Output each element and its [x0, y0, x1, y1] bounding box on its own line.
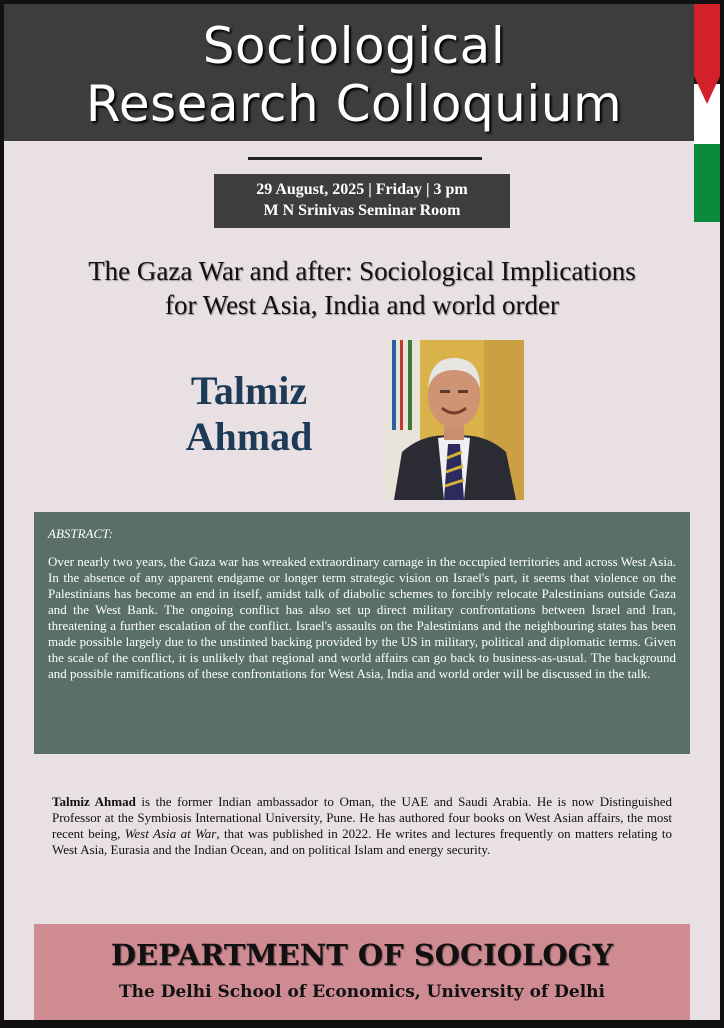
- event-details-box: [214, 174, 510, 228]
- institution-name: The Delhi School of Economics, University of Delhi: [118, 982, 606, 1002]
- department-name: DEPARTMENT OF SOCIOLOGY: [110, 938, 614, 972]
- poster: [4, 4, 720, 1020]
- speaker-photo: [384, 340, 524, 500]
- abstract-body: Over nearly two years, the Gaza war has wreaked extraordinary carnage in the occupied territories and across West Asia. In the absence of any apparent endgame or longer term strategic vision on Israel's part, it seems that violence on the Palestinians has become an end in itself, amidst talk of diabolic schemes to forcibly relocate Palestinians outside Gaza and the West Bank. The ongoing conflict has also set up direct military confrontations between Israel and Iran, threatening a further escalation of the conflict. Israel's assaults on the Palestinians and the neighbouring states has been made possible largely due to the unstinted backing provided by the US in military, political and diplomatic terms. Given the scale of the conflict, it is unlikely that regional and world affairs can go back to business-as-usual. The background and possible ramifications of these confrontations for West Asia, India and world order will be discussed in the talk.: [48, 554, 676, 681]
- speaker-last-name: Ahmad: [185, 414, 313, 459]
- speaker-first-name: Talmiz: [190, 368, 308, 413]
- event-date: 29 August, 2025 | Friday | 3 pm: [256, 181, 468, 198]
- title-divider: [248, 157, 482, 160]
- event-venue: M N Srinivas Seminar Room: [263, 202, 461, 219]
- speaker-bio: [52, 794, 672, 858]
- abstract-heading: ABSTRACT:: [48, 526, 114, 541]
- bio-book-title: West Asia at War: [124, 826, 217, 841]
- header-banner: [4, 4, 720, 141]
- bio-text-part2: , that was published in 2022. He writes and lectures frequently on matters relating to West Asia, Eurasia and the Indian Ocean, and on political Islam and energy security.: [52, 826, 672, 857]
- footer-banner: [34, 924, 690, 1020]
- abstract-box: [34, 512, 690, 754]
- colloquium-title-line1: Sociological: [202, 17, 506, 75]
- colloquium-title-line2: Research Colloquium: [85, 75, 623, 133]
- talk-title-line1: The Gaza War and after: Sociological Implications: [88, 256, 636, 286]
- palestine-flag-icon: [694, 4, 720, 222]
- bio-text-part1: is the former Indian ambassador to Oman, the UAE and Saudi Arabia. He is now Distinguished Professor at the Symbiosis International University, Pune. He has authored four books on West Asian affairs, the most recent being,: [52, 794, 672, 841]
- bio-speaker-name: Talmiz Ahmad: [52, 794, 136, 809]
- talk-title-line2: for West Asia, India and world order: [165, 290, 559, 320]
